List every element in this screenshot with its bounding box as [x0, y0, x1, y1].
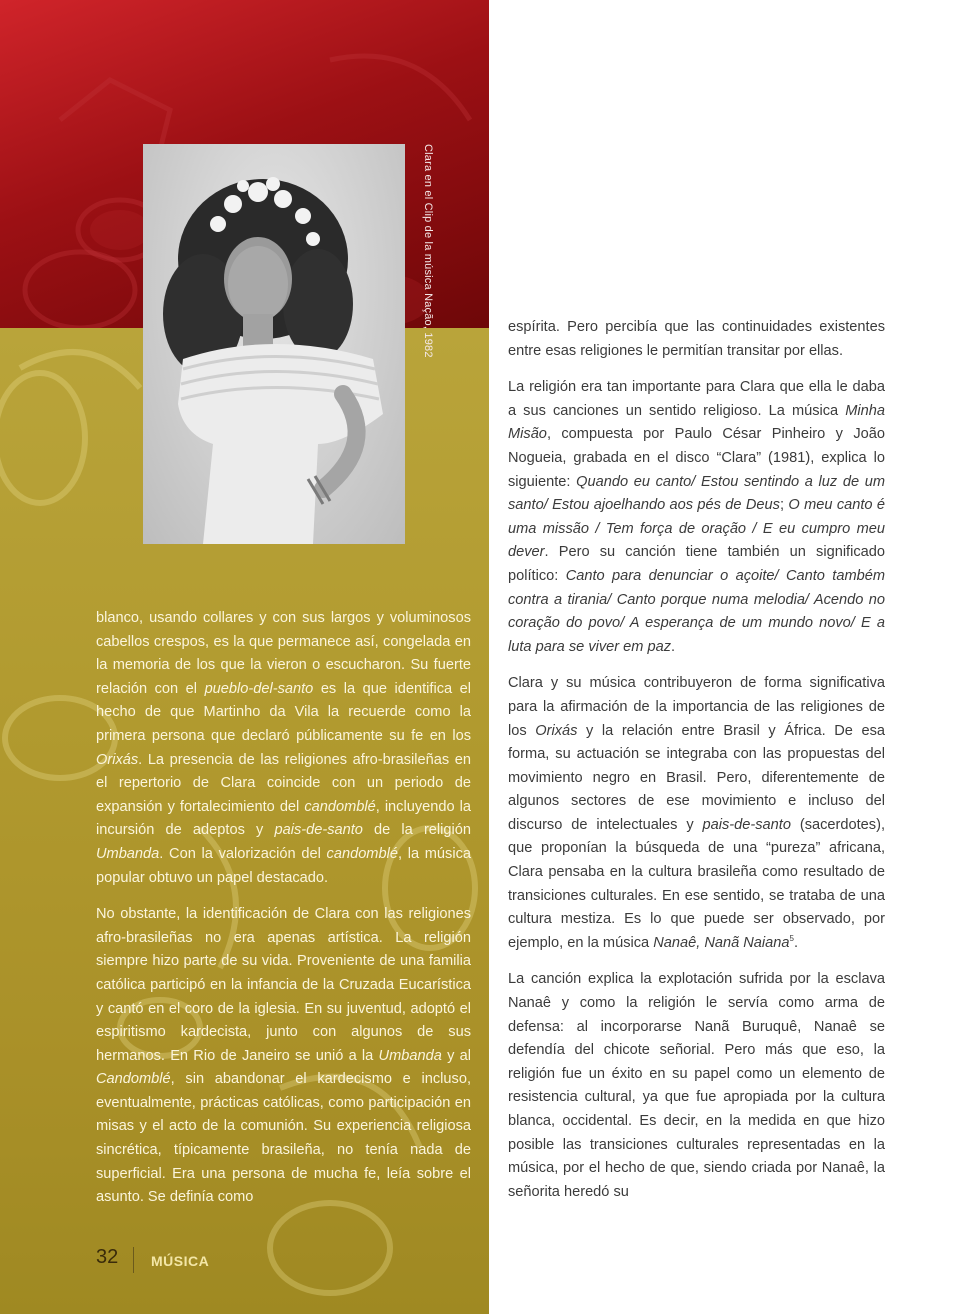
text-run: , compuesta por Paulo César Pinheiro y João Nogueia, grabada en el disco “Clara” (1981), explica lo siguiente:: [508, 426, 885, 490]
text-run: de la religión: [362, 822, 471, 839]
photo-caption-text: Clara en el Clip de la música Nação, 1982: [422, 144, 434, 358]
right-text-column: [508, 316, 885, 1217]
text-run: , la música popular obtuvo un papel destacado.: [96, 845, 472, 886]
italic-run: pais-de-santo: [702, 816, 791, 833]
text-run: La religión era tan importante para Clara que ella le daba a sus canciones un sentido religioso. La música: [508, 379, 885, 419]
text-run: . Con la valorización del: [159, 845, 327, 862]
italic-run: pais-de-santo: [274, 822, 363, 839]
right-paragraph-4: [508, 968, 885, 1204]
italic-run: Orixás: [96, 751, 139, 768]
right-paragraph-2: [508, 376, 885, 659]
italic-run: Canto para denunciar o açoite/ Canto também contra a tirania/ Canto porque numa melodia/ Acendo no coração do povo/ A esperança de um mundo novo/ E a luta para se viver em paz: [508, 567, 885, 655]
text-run: . Pero su canción tiene también un significado político:: [508, 544, 885, 584]
left-decorative-panel: [0, 0, 489, 1314]
italic-run: Candomblé: [96, 1071, 171, 1088]
text-run: .: [793, 934, 799, 951]
italic-run: pueblo-del-santo: [204, 680, 314, 697]
text-run: es la que identifica el hecho de que Martinho da Vila la recuerde como la primera persona que declaró públicamente su fe en los: [96, 680, 471, 744]
right-paragraph-3: [508, 672, 885, 955]
italic-run: candomblé: [326, 845, 398, 862]
clara-photo: [143, 144, 405, 544]
page-number: 32: [96, 1246, 119, 1268]
left-paragraph-1: [96, 607, 471, 890]
text-run: .: [671, 638, 676, 655]
italic-run: Umbanda: [378, 1047, 442, 1064]
text-run: . La presencia de las religiones afro-brasileñas en el repertorio de Clara coincide con un periodo de expansión y fortalecimiento del: [96, 751, 471, 815]
woman-portrait-illustration: [143, 144, 405, 544]
left-text-column: [96, 607, 471, 1223]
text-run: espírita. Pero percibía que las continuidades existentes entre esas religiones le permitían transitar por ellas.: [508, 319, 885, 359]
italic-run: Quando eu canto/ Estou sentindo a luz de um santo/ Estou ajoelhando aos pés de Deus: [508, 473, 885, 514]
right-paragraph-1: [508, 316, 885, 363]
text-run: blanco, usando collares y con sus largos y voluminosos cabellos crespos, es la que permanece así, congelada en la memoria de los que la vieron o escucharon. Su fuerte relación con el: [96, 610, 471, 697]
text-run: ;: [779, 497, 789, 514]
text-run: (sacerdotes), que proponían la búsqueda de una “pureza” africana, Clara pensaba en la cultura brasileña como resultado de transiciones culturales. En ese sentido, se trataba de una cultura mestiza. Es lo que puede ser observado, por ejemplo, en la música: [508, 816, 886, 951]
section-name: MÚSICA: [151, 1253, 210, 1269]
text-run: y al: [441, 1047, 471, 1064]
footer-divider: [133, 1247, 134, 1273]
italic-run: candomblé: [304, 798, 376, 815]
italic-run: Orixás: [535, 722, 578, 739]
photo-caption: [420, 144, 440, 358]
text-run: , sin abandonar el kardecismo e incluso, eventualmente, prácticas católicas, como participación en misas y el acto de la comunión. Su experiencia religiosa sincrética, típicamente brasileña, no tenía nada de superficial. Era una persona de mucha fe, leía sobre el asunto. Se definía como: [96, 1071, 471, 1206]
italic-run: Nanaê, Nanã Naiana: [653, 934, 790, 951]
text-run: Clara y su música contribuyeron de forma significativa para la afirmación de la importancia de las religiones de los: [508, 675, 885, 739]
left-paragraph-2: [96, 903, 471, 1210]
text-run: y la relación entre Brasil y África. De esa forma, su actuación se integraba con las propuestas del movimiento negro en Brasil. Pero, diferentemente de algunos sectores de ese movimiento e incluso del discurso de intelectuales y: [508, 722, 885, 833]
text-run: , incluyendo la incursión de adeptos y: [96, 798, 471, 839]
italic-run: O meu canto é uma missão / Tem força de oração / E eu cumpro meu dever: [508, 497, 885, 561]
italic-run: Minha Misão: [508, 402, 885, 443]
text-run: La canción explica la explotación sufrida por la esclava Nanaê y como la religión le servía como arma de defensa: al incorporarse Nanã Buruquê, Nanaê se defendía del chicote señorial. Pero más que eso, la religión fue un éxito en su papel como un elemento de resistencia cultural, ya que fue apropiada por la cultura blanca, occidental. Es decir, en la medida en que hizo posible las transiciones culturales representadas en la música, por el hecho de que, siendo criada por Nanaê, la señorita heredó su: [508, 971, 885, 1200]
italic-run: Umbanda: [96, 845, 160, 862]
text-run: No obstante, la identificación de Clara con las religiones afro-brasileñas no era apenas artística. La religión siempre hizo parte de su vida. Proveniente de una familia católica participó en la infancia de la Cruzada Eucarística y cantó en el coro de la iglesia. En su juventud, adoptó el espiritismo kardecista, junto con algunos de sus hermanos. En Rio de Janeiro se unió a la: [96, 906, 471, 1064]
footnote-ref: 5: [789, 933, 794, 943]
